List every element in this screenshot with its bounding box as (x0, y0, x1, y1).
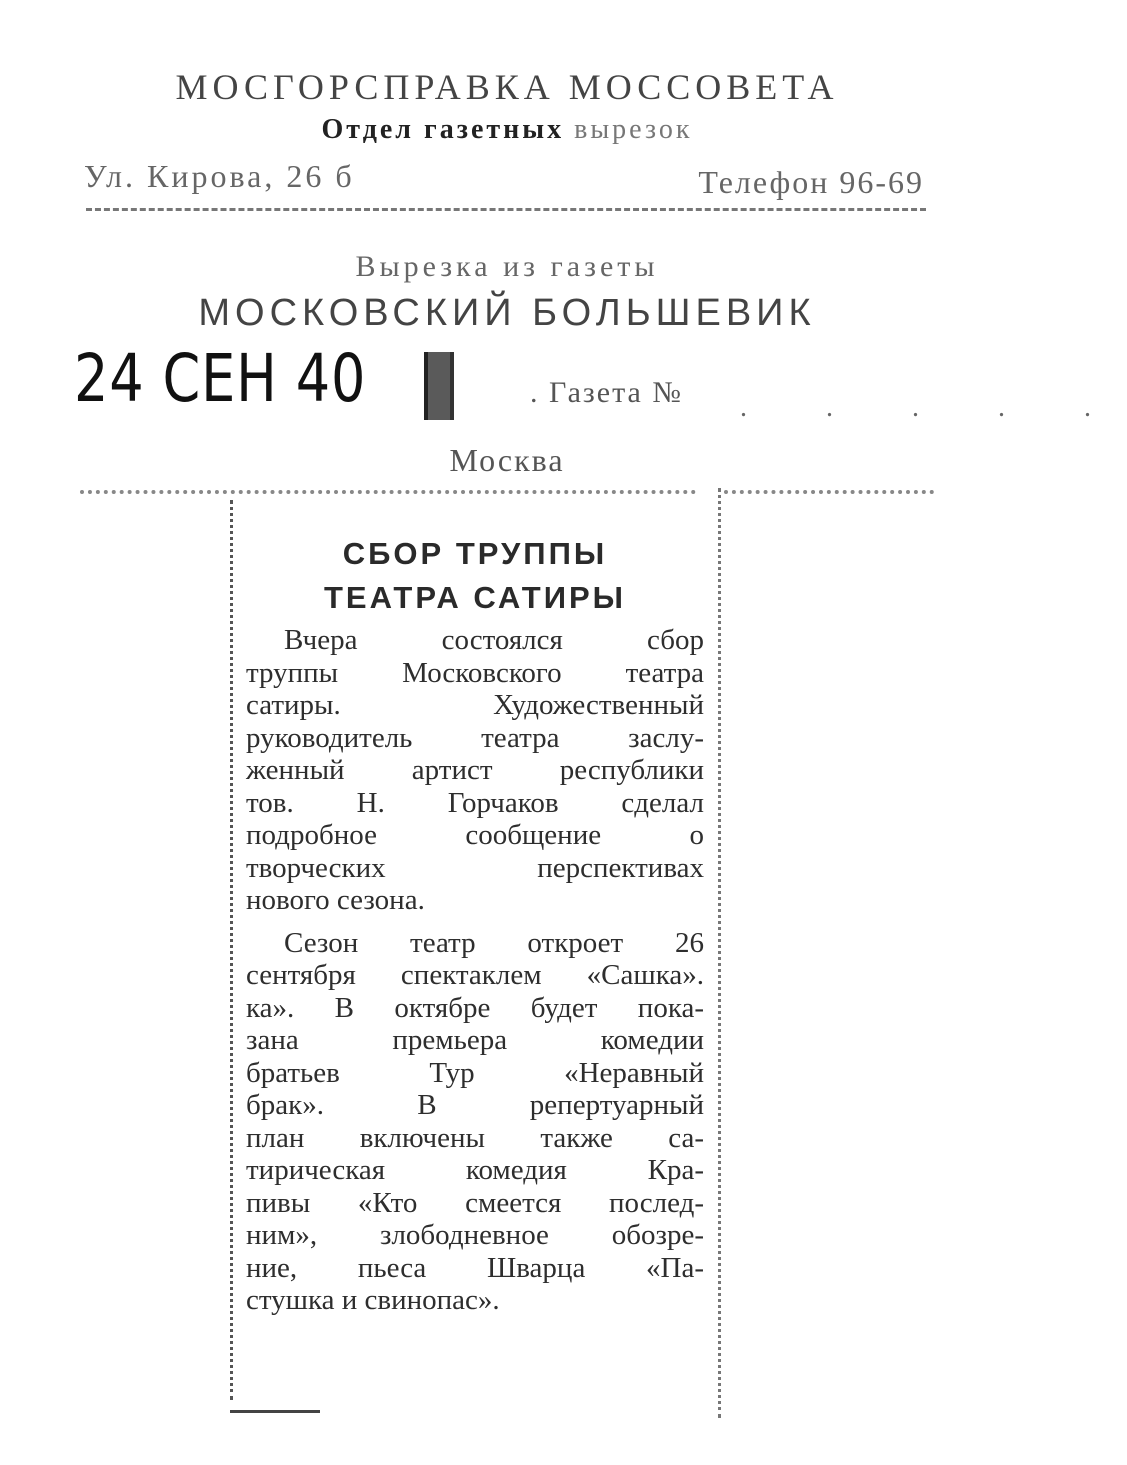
department-bold: Отдел газетных (321, 114, 565, 145)
department-name (0, 114, 1014, 146)
text-line: пивы «Кто смеется послед- (246, 1186, 704, 1219)
text-line: ним», злободневное обозре- (246, 1219, 704, 1251)
city-label: Москва (449, 442, 565, 478)
text-line: Сезон театр откроет 26 (284, 926, 704, 959)
text-line: тов. Н. Горчаков сделал (246, 786, 704, 819)
clipping-from-label: Вырезка из газеты (355, 250, 659, 283)
column-end-mark (230, 1410, 320, 1413)
text-line: женный артист республики (246, 754, 704, 786)
stamp-roman-mark (424, 352, 454, 420)
text-line: сентября спектаклем «Сашка». (246, 959, 704, 991)
department-rest: вырезок (574, 114, 693, 145)
text-line: ние, пьеса Шварца «Па- (246, 1251, 704, 1284)
text-line: братьев Тур «Неравный (246, 1056, 704, 1089)
agency-address: Ул. Кирова, 26 б (84, 158, 355, 194)
text-line: творческих перспективах (246, 851, 704, 884)
headline-line-1: СБОР ТРУППЫ (342, 536, 608, 571)
header-divider (86, 208, 926, 211)
text-line: сатиры. Художественный (246, 689, 704, 721)
text-line: нового сезона. (246, 884, 425, 916)
text-line: ка». В октябре будет пока- (246, 991, 704, 1024)
agency-name: МОСГОРСПРАВКА МОССОВЕТА (175, 67, 839, 107)
column-border-left (230, 500, 233, 1400)
text-line: тирическая комедия Кра- (246, 1154, 704, 1186)
text-line: брак». В репертуарный (246, 1089, 704, 1121)
text-line: зана премьера комедии (246, 1024, 704, 1056)
clipping-top-rule-right (724, 490, 934, 494)
article-paragraph-1 (246, 624, 704, 917)
text-line: Вчера состоялся сбор (284, 624, 704, 656)
text-line: подробное сообщение о (246, 819, 704, 851)
text-line: стушка и свинопас». (246, 1284, 500, 1316)
date-stamp: 24 СЕН 40 (74, 340, 367, 417)
agency-phone: Телефон 96-69 (698, 164, 924, 200)
text-line: план включены также са- (246, 1121, 704, 1154)
text-line: труппы Московского театра (246, 656, 704, 689)
text-line: руководитель театра заслу- (246, 721, 704, 754)
column-border-right (718, 488, 721, 1418)
article-headline (246, 532, 704, 620)
newspaper-name: МОСКОВСКИЙ БОЛЬШЕВИК (198, 292, 816, 334)
newspaper-number-value: . . . . . (740, 392, 1127, 423)
article-paragraph-2 (246, 927, 704, 1317)
clipping-top-rule-left (80, 490, 696, 494)
headline-line-2: ТЕАТРА САТИРЫ (323, 580, 627, 615)
newspaper-number-label: . Газета № (530, 376, 683, 409)
article (246, 532, 704, 1317)
